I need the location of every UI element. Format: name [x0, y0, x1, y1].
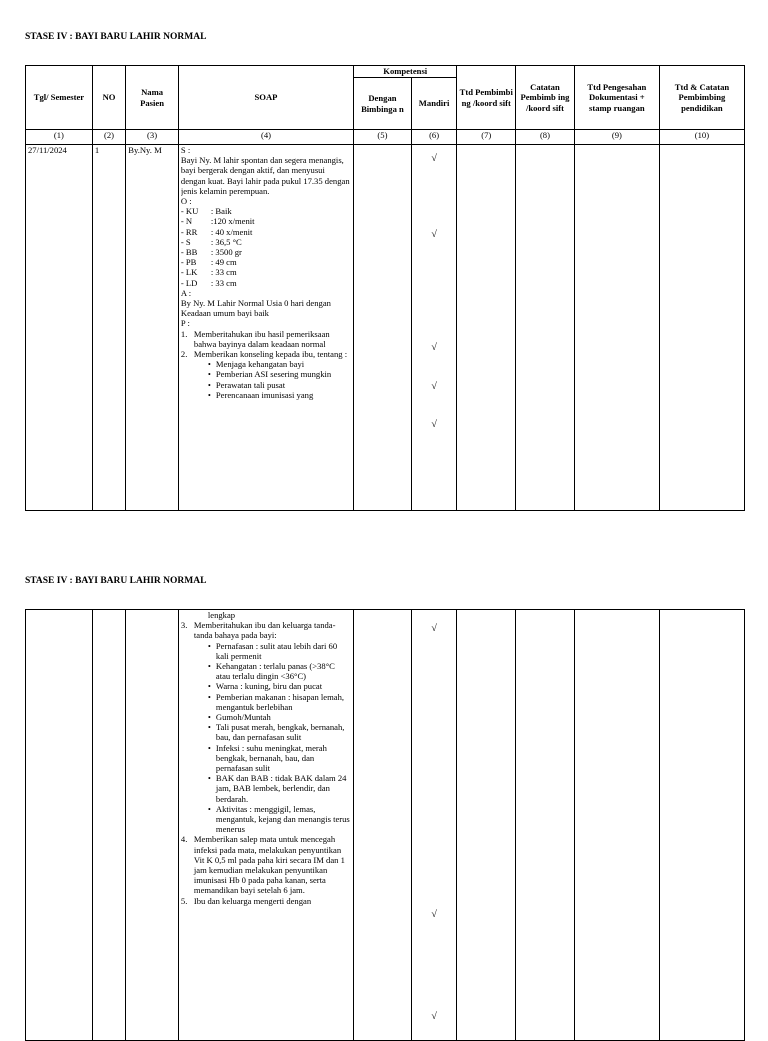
entry-date-cont [26, 610, 93, 1041]
bullet-item: • Kehangatan : terlalu panas (>38°C atau terlalu dingin <36°C) [208, 661, 351, 681]
soap-cell-cont [178, 610, 353, 1041]
check-mark: √ [431, 909, 437, 920]
header-ttd-catatan: Ttd & Catatan Pembimbing pendidikan [659, 66, 744, 130]
header-soap: SOAP [178, 66, 353, 130]
soap-o-item: - N :120 x/menit [180, 216, 255, 227]
catatan-pembimbing-cell [516, 145, 575, 511]
soap-o-item: - PB : 49 cm [180, 257, 237, 268]
soap-p-item: 1. Memberitahukan ibu hasil pemeriksaan bahwa bayinya dalam keadaan normal [180, 328, 330, 349]
dengan-bimbingan-cell-cont [354, 610, 412, 1041]
header-mandiri: Mandiri [411, 78, 457, 130]
check-mark: √ [431, 153, 437, 164]
soap-p-item: 2. Memberikan konseling kepada ibu, tentang : • Menjaga kehangatan bayi • Pemberian ASI sesering mungkin • Perawatan tali pusat • Perencanaan imunisasi yang [181, 349, 351, 400]
soap-p2-cont: lengkap [207, 610, 236, 620]
col-number: (2) [92, 130, 125, 145]
check-mark: √ [431, 229, 437, 240]
col-number: (8) [516, 130, 575, 145]
ttd-pengesahan-cell-cont [574, 610, 659, 1041]
entry-no: 1 [92, 145, 125, 511]
page-title: STASE IV : BAYI BARU LAHIR NORMAL [25, 32, 207, 42]
col-number: (9) [574, 130, 659, 145]
entry-patient-cont [126, 610, 179, 1041]
soap-o-item: - S : 36,5 °C [180, 236, 242, 247]
soap-s-label: S : [180, 145, 191, 155]
bullet-item: • Perencanaan imunisasi yang [208, 390, 351, 400]
col-number: (6) [411, 130, 457, 145]
ttd-pengesahan-cell [574, 145, 659, 511]
ttd-catatan-cell [659, 145, 744, 511]
catatan-pembimbing-cell-cont [516, 610, 575, 1041]
check-mark: √ [431, 1011, 437, 1022]
soap-a-text: By Ny. M Lahir Normal Usia 0 hari dengan Keadaan umum bayi baik [180, 298, 331, 319]
check-mark: √ [431, 623, 437, 634]
ttd-pembimbing-cell-cont [457, 610, 516, 1041]
bullet-item: • BAK dan BAB : tidak BAK dalam 24 jam, BAB lembek, berlendir, dan berdarah. [208, 773, 351, 804]
bullet-item: • Pemberian ASI sesering mungkin [208, 369, 351, 379]
bullet-item: • Menjaga kehangatan bayi [208, 359, 351, 369]
soap-p-label: P : [180, 318, 190, 329]
bullet-item: • Warna : kuning, biru dan pucat [208, 681, 351, 691]
soap-s-text: Bayi Ny. M lahir spontan dan segera menangis, bayi bergerak dengan aktif, dan menyusui dengan kuat. Bayi lahir pada pukul 17.35 dengan jenis kelamin perempuan. [180, 155, 350, 196]
mandiri-cell-cont [411, 610, 457, 1041]
soap-o-item: - BB : 3500 gr [180, 247, 242, 258]
header-ttd-pengesahan: Ttd Pengesahan Dokumentasi + stamp ruangan [574, 66, 659, 130]
dengan-bimbingan-cell [354, 145, 412, 511]
header-no: NO [92, 66, 125, 130]
header-dengan-bimbingan: Dengan Bimbinga n [354, 78, 412, 130]
header-tgl: Tgl/ Semester [26, 66, 93, 130]
soap-p2-bullets [194, 359, 351, 400]
col-number: (4) [178, 130, 353, 145]
soap-o-item: - LD : 33 cm [180, 277, 237, 288]
soap-cell [178, 145, 353, 511]
check-mark: √ [431, 419, 437, 430]
bullet-item: • Infeksi : suhu meningkat, merah bengkak, bernanah, bau, dan pernafasan sulit [208, 743, 351, 774]
ttd-pembimbing-cell [457, 145, 516, 511]
header-ttd-pembimbing: Ttd Pembimbi ng /koord sift [457, 66, 516, 130]
bullet-item: • Perawatan tali pusat [208, 380, 351, 390]
bullet-item: • Gumoh/Muntah [208, 712, 351, 722]
soap-p-list-cont [181, 620, 351, 906]
soap-table-page-2 [25, 609, 745, 1041]
entry-no-cont [92, 610, 125, 1041]
soap-o-item: - KU : Baik [180, 206, 232, 217]
soap-o-item: - RR : 40 x/menit [180, 226, 253, 237]
header-kompetensi: Kompetensi [354, 66, 457, 78]
soap-p-list [181, 329, 351, 400]
bullet-item: • Pemberian makanan : hisapan lemah, mengantuk berlebihan [208, 692, 351, 712]
page-title-2: STASE IV : BAYI BARU LAHIR NORMAL [25, 576, 207, 586]
mandiri-cell [411, 145, 457, 511]
col-number: (10) [659, 130, 744, 145]
soap-a-label: A : [180, 287, 192, 298]
col-number: (3) [126, 130, 179, 145]
soap-p3-bullets [194, 641, 351, 835]
soap-o-list [181, 206, 351, 288]
col-number: (5) [354, 130, 412, 145]
header-catatan-pembimbing: Catatan Pembimb ing /koord sift [516, 66, 575, 130]
header-nama: Nama Pasien [126, 66, 179, 130]
soap-table-page-1 [25, 65, 745, 511]
ttd-catatan-cell-cont [659, 610, 744, 1041]
col-number: (1) [26, 130, 93, 145]
bullet-item: • Aktivitas : menggigil, lemas, mengantuk, kejang dan menangis terus menerus [208, 804, 351, 835]
soap-p-item: 4. Memberikan salep mata untuk mencegah infeksi pada mata, melakukan penyuntikan Vit K 0,5 ml pada paha kiri secara IM dan 1 jam kemudian melakukan penyuntikan imunisasi Hb 0 pada paha kanan, serta memandikan bayi setelah 6 jam. [180, 834, 345, 896]
soap-p-item: 5. Ibu dan keluarga mengerti dengan [180, 895, 312, 906]
soap-o-label: O : [180, 196, 192, 207]
bullet-item: • Pernafasan : sulit atau lebih dari 60 kali permenit [208, 641, 351, 661]
entry-patient: By.Ny. M [126, 145, 179, 511]
check-mark: √ [431, 342, 437, 353]
check-mark: √ [431, 381, 437, 392]
entry-date: 27/11/2024 [26, 145, 93, 511]
col-number: (7) [457, 130, 516, 145]
soap-p-item: 3. Memberitahukan ibu dan keluarga tanda-tanda bahaya pada bayi: • Pernafasan : sulit atau lebih dari 60 kali permenit • Kehangatan : terlalu panas (>38°C atau terlalu dingin <36°C) • Warna : kuning, biru dan pucat • Pemberian makanan : hisapan lemah, mengantuk berlebihan • Gumoh/Muntah • Tali pusat merah, bengkak, bernanah, bau, dan pernafasan sulit • Infeksi : suhu meningkat, merah bengkak, bernanah, bau, dan pernafasan sulit • BAK dan BAB : tidak BAK dalam 24 jam, BAB lembek, berlendir, dan berdarah. • Aktivitas : menggigil, lemas, mengantuk, kejang dan menangis terus menerus [181, 620, 351, 834]
soap-o-item: - LK : 33 cm [180, 267, 237, 278]
bullet-item: • Tali pusat merah, bengkak, bernanah, bau, dan pernafasan sulit [208, 722, 351, 742]
